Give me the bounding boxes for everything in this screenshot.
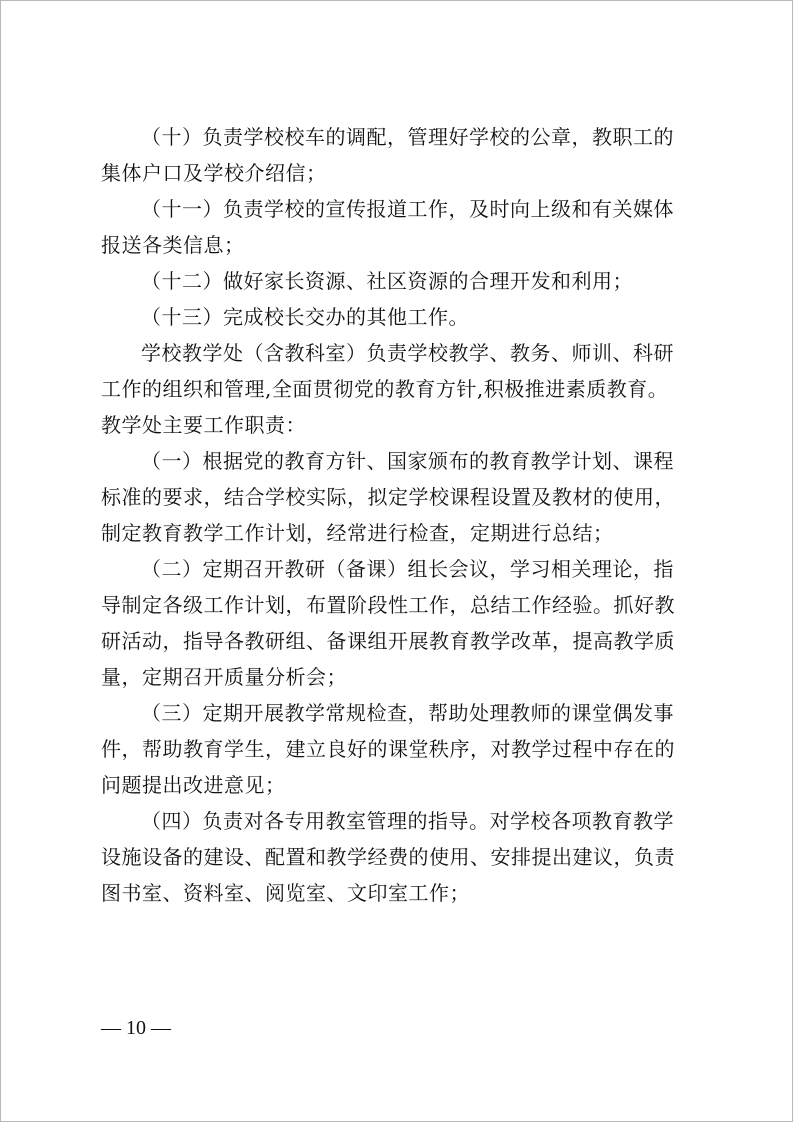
text-line: （三）定期开展教学常规检查，帮助处理教师的课堂偶发事: [141, 701, 674, 725]
text-line: （四）负责对各专用教室管理的指导。对学校各项教育教学: [141, 809, 674, 833]
text-line: 工作的组织和管理,全面贯彻党的教育方针,积极推进素质教育。: [101, 377, 669, 401]
text-line: （十）负责学校校车的调配，管理好学校的公章，教职工的: [141, 125, 674, 149]
text-line: 学校教学处（含教科室）负责学校教学、教务、师训、科研: [141, 341, 674, 365]
text-line: （二）定期召开教研（备课）组长会议，学习相关理论，指: [141, 557, 674, 581]
text-line: （十二）做好家长资源、社区资源的合理开发和利用；: [141, 269, 633, 293]
text-line: （一）根据党的教育方针、国家颁布的教育教学计划、课程: [141, 449, 674, 473]
text-line: 标准的要求，结合学校实际，拟定学校课程设置及教材的使用，: [101, 485, 675, 509]
text-line: 报送各类信息；: [101, 233, 245, 257]
text-line: （十三）完成校长交办的其他工作。: [141, 305, 469, 329]
text-line: 集体户口及学校介绍信；: [101, 161, 327, 185]
text-line: （十一）负责学校的宣传报道工作，及时向上级和有关媒体: [141, 197, 674, 221]
text-line: 量，定期召开质量分析会；: [101, 665, 347, 689]
text-line: 教学处主要工作职责：: [101, 413, 306, 437]
text-line: 研活动，指导各教研组、备课组开展教育教学改革，提高教学质: [101, 629, 675, 653]
text-line: 件，帮助教育学生，建立良好的课堂秩序，对教学过程中存在的: [101, 737, 675, 761]
text-line: 导制定各级工作计划，布置阶段性工作，总结工作经验。抓好教: [101, 593, 675, 617]
text-line: 制定教育教学工作计划，经常进行检查，定期进行总结；: [101, 521, 614, 545]
text-line: 图书室、资料室、阅览室、文印室工作；: [101, 881, 470, 905]
document-body: [101, 119, 701, 911]
page-number: — 10 —: [101, 1017, 171, 1039]
text-line: 设施设备的建设、配置和教学经费的使用、安排提出建议，负责: [101, 845, 675, 869]
text-line: 问题提出改进意见；: [101, 773, 286, 797]
